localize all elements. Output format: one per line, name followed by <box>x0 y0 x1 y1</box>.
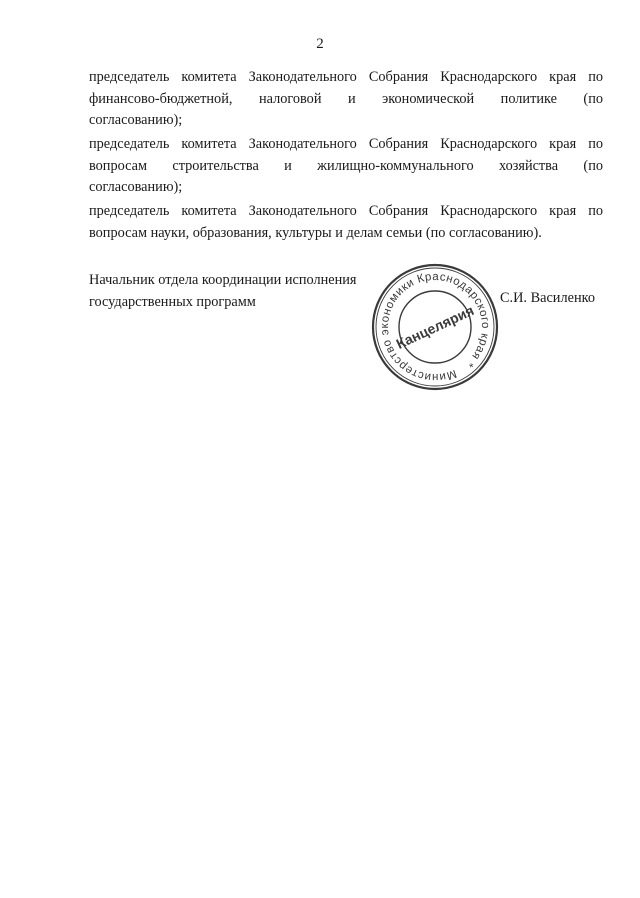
signature-name: С.И. Василенко <box>500 290 595 306</box>
signature-position <box>89 270 356 313</box>
paragraph-line: вопросам науки, образования, культуры и делам семьи (по согласованию). <box>89 224 542 241</box>
paragraph-line: вопросам строительства и жилищно-коммунального хозяйства (по <box>89 157 603 174</box>
paragraph-budget-committee <box>89 67 603 132</box>
paragraph-line: финансово-бюджетной, налоговой и экономической политике (по <box>89 90 603 107</box>
paragraph-line: председатель комитета Законодательного Собрания Краснодарского края по <box>89 69 603 85</box>
paragraph-line: согласованию); <box>89 112 183 128</box>
paragraph-science-committee <box>89 201 603 244</box>
signature-position-line: государственных программ <box>89 293 256 310</box>
svg-text:Канцелярия: Канцелярия <box>393 302 477 352</box>
page-number: 2 <box>316 36 324 52</box>
office-stamp <box>370 262 500 392</box>
signature-position-line: Начальник отдела координации исполнения <box>89 272 357 288</box>
paragraph-line: председатель комитета Законодательного Собрания Краснодарского края по <box>89 203 603 219</box>
svg-text:Министерство экономики Краснод: Министерство экономики Краснодарского края * <box>378 270 492 384</box>
paragraph-construction-committee <box>89 134 603 199</box>
paragraph-line: согласованию); <box>89 179 183 195</box>
paragraph-line: председатель комитета Законодательного Собрания Краснодарского края по <box>89 136 603 152</box>
stamp-seal-icon <box>370 262 500 392</box>
